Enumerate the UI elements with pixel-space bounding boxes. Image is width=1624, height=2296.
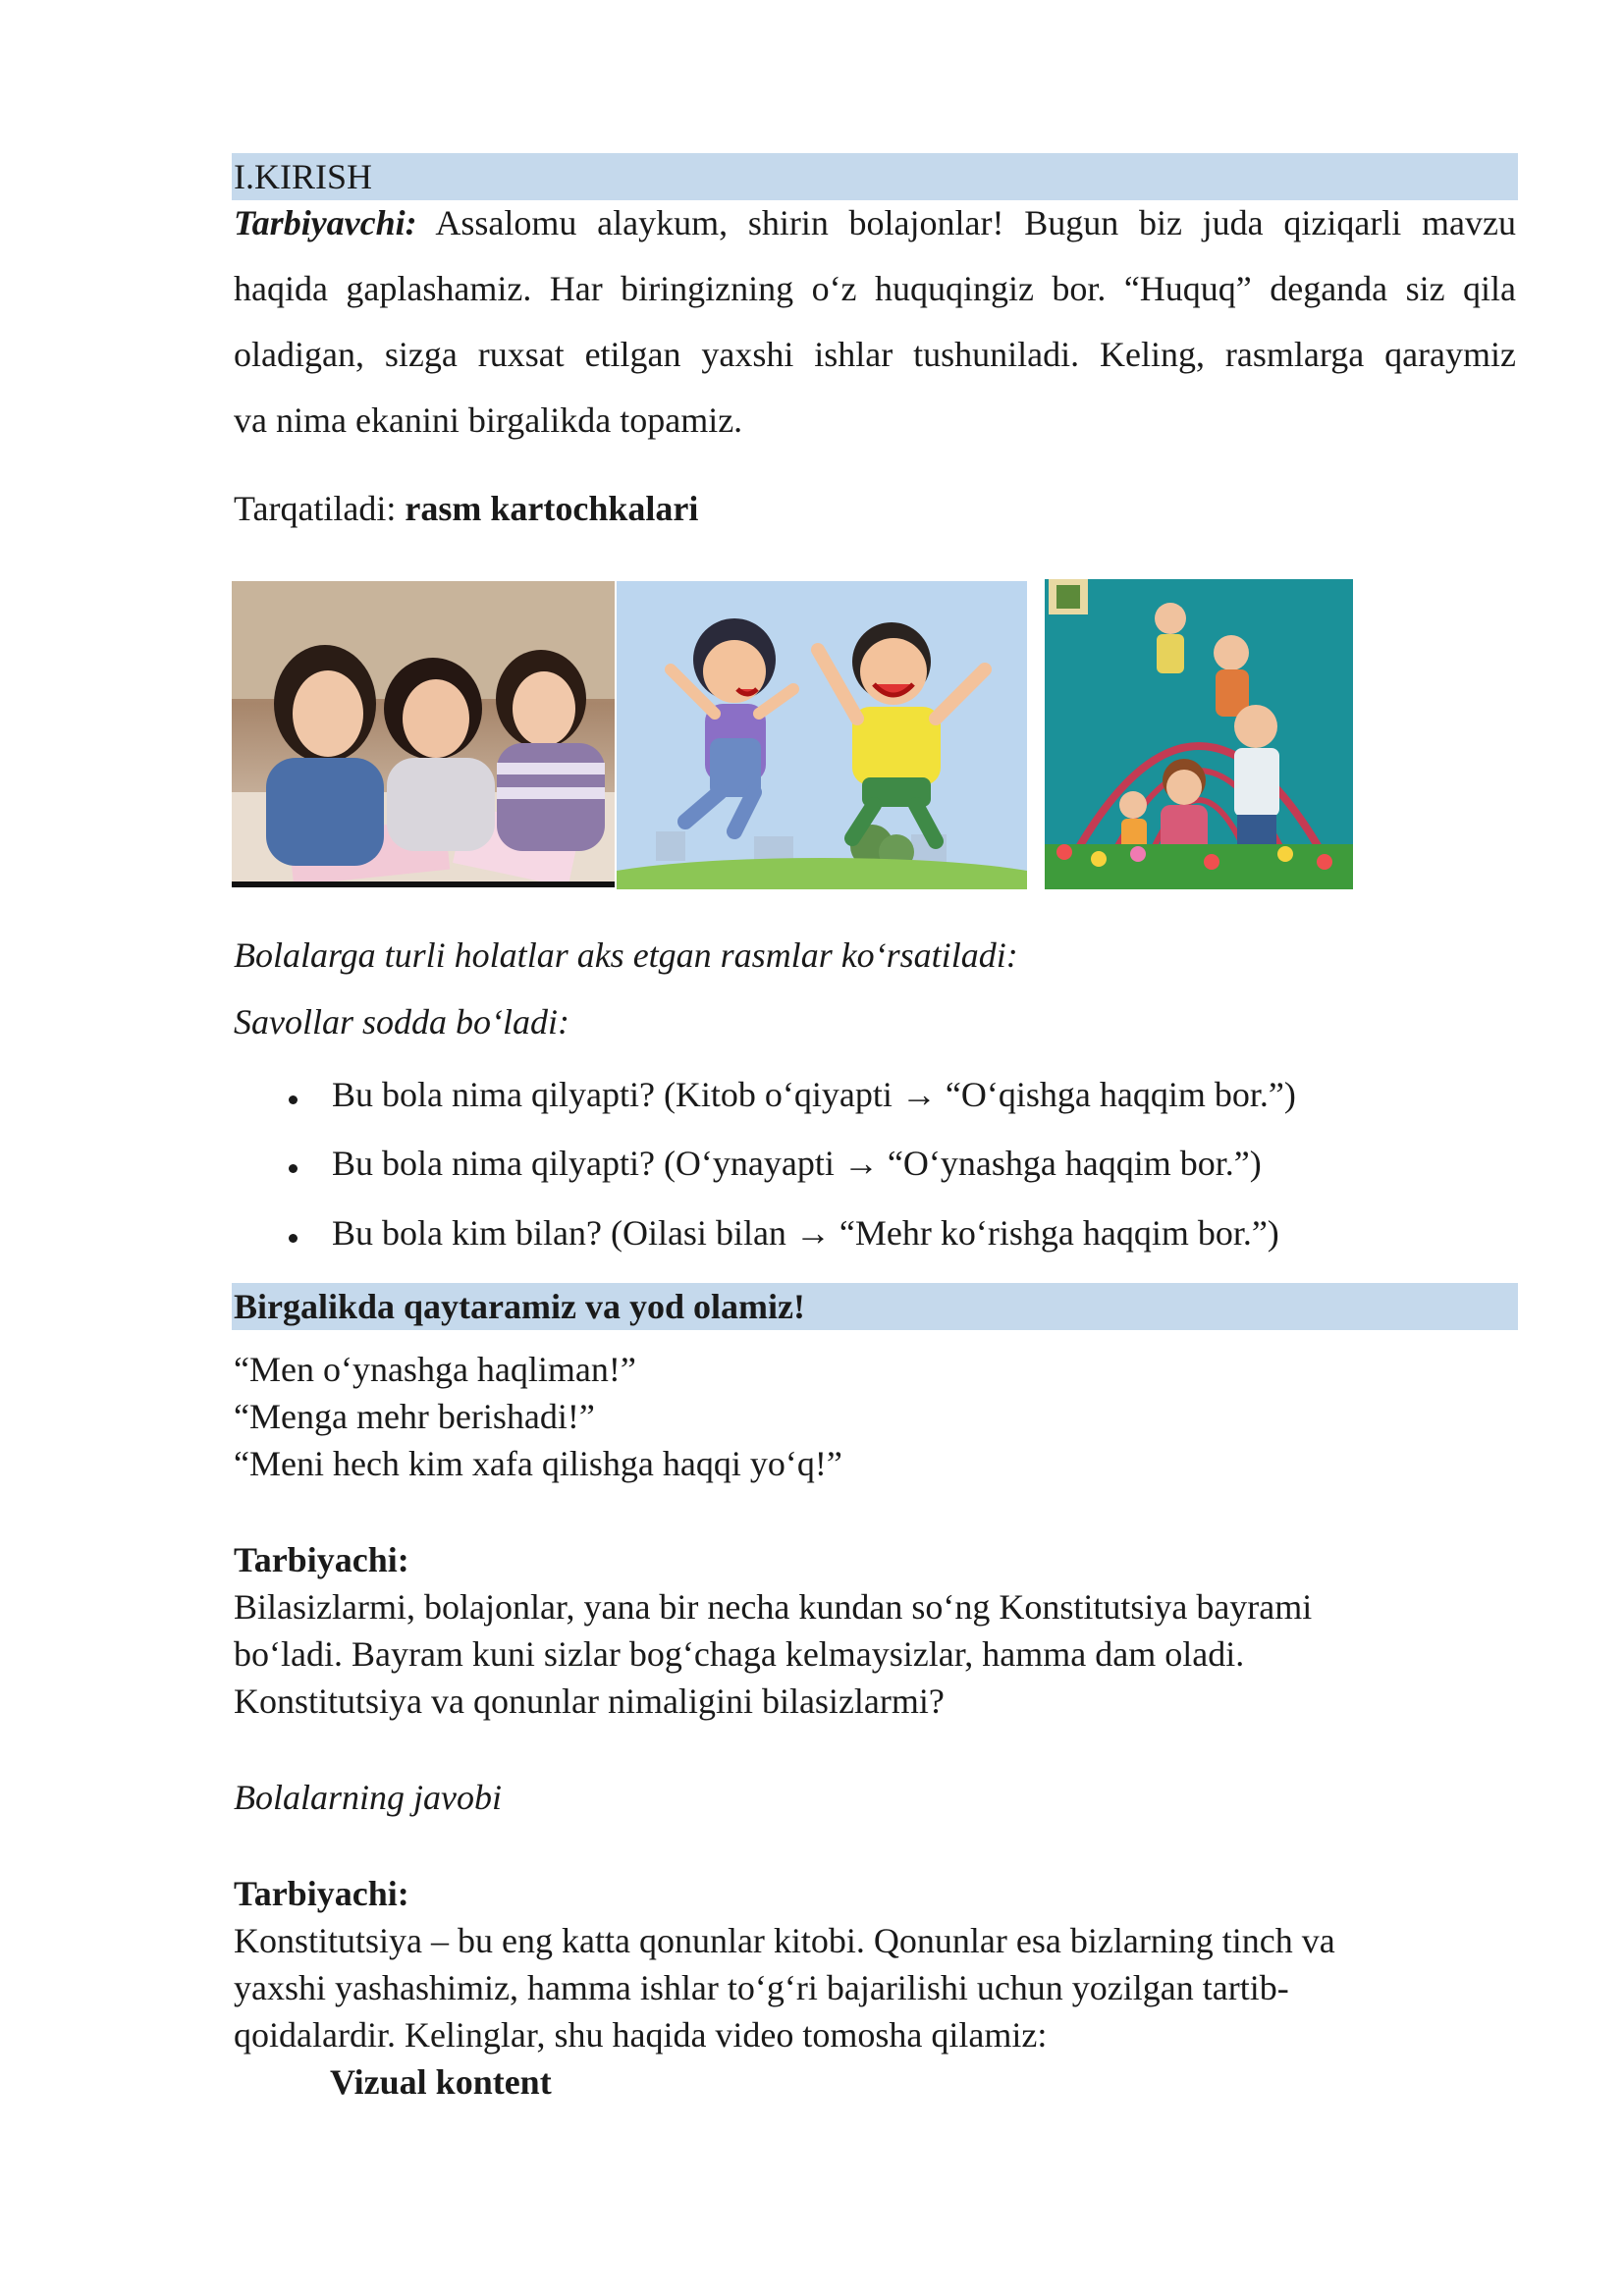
teacher1-line-2: bo‘ladi. Bayram kuni sizlar bog‘chaga kelmaysizlar, hamma dam oladi.	[234, 1634, 1245, 1674]
teacher2-line-3: qoidalardir. Kelinglar, shu haqida video tomosha qilamiz:	[234, 2015, 1048, 2055]
phrase-1: “Men o‘ynashga haqliman!”	[234, 1350, 636, 1389]
section-heading-band	[232, 153, 1518, 200]
visual-content-label: Vizual kontent	[330, 2062, 552, 2102]
instruction-line-2: Savollar sodda bo‘ladi:	[234, 1002, 569, 1041]
section-heading-2: Birgalikda qaytaramiz va yod olamiz!	[234, 1287, 805, 1326]
children-answer: Bolalarning javobi	[234, 1778, 502, 1817]
teacher1-line-3: Konstitutsiya va qonunlar nimaligini bilasizlarmi?	[234, 1682, 945, 1721]
jumping-children-illustration	[617, 581, 1027, 889]
bullet-item-1: Bu bola nima qilyapti? (Kitob o‘qiyapti → “O‘qishga haqqim bor.”)	[332, 1075, 1296, 1114]
teacher1-line-1: Bilasizlarmi, bolajonlar, yana bir necha kundan so‘ng Konstitutsiya bayrami	[234, 1587, 1313, 1627]
bullet-item-3: Bu bola kim bilan? (Oilasi bilan → “Mehr ko‘rishga haqqim bor.”)	[332, 1213, 1279, 1253]
section-heading: I.KIRISH	[234, 157, 372, 196]
intro-line-1	[234, 202, 1516, 243]
phrase-3: “Meni hech kim xafa qilishga haqqi yo‘q!”	[234, 1444, 842, 1483]
intro-line-2: haqida gaplashamiz. Har biringizning o‘z huquqingiz bor. “Huquq” deganda siz qila	[234, 269, 1516, 308]
distribute-value: rasm kartochkalari	[405, 489, 699, 528]
children-classroom-illustration	[232, 581, 615, 887]
children-classroom-photo	[232, 581, 615, 887]
teacher2-line-1: Konstitutsiya – bu eng katta qonunlar kitobi. Qonunlar esa bizlarning tinch va	[234, 1921, 1335, 1960]
teacher-label-2: Tarbiyachi:	[234, 1874, 409, 1913]
intro-line-4: va nima ekanini birgalikda topamiz.	[234, 400, 743, 440]
bullet-dot	[289, 1095, 298, 1104]
intro-line-3: oladigan, sizga ruxsat etilgan yaxshi ishlar tushuniladi. Keling, rasmlarga qaraymiz	[234, 335, 1516, 374]
jumping-children-cartoon	[617, 581, 1027, 889]
family-playground-illustration	[1045, 579, 1353, 889]
phrase-2: “Menga mehr berishadi!”	[234, 1397, 595, 1436]
family-playground-cartoon	[1045, 579, 1353, 889]
distribute-line	[234, 488, 698, 529]
teacher-label-1: Tarbiyachi:	[234, 1540, 409, 1579]
bullet-dot	[289, 1234, 298, 1243]
intro-text-1: Assalomu alaykum, shirin bolajonlar! Bugun biz juda qiziqarli mavzu	[435, 203, 1516, 242]
intro-label: Tarbiyavchi:	[234, 203, 417, 242]
teacher2-line-2: yaxshi yashashimiz, hamma ishlar to‘g‘ri bajarilishi uchun yozilgan tartib-	[234, 1968, 1289, 2007]
instruction-line-1: Bolalarga turli holatlar aks etgan rasmlar ko‘rsatiladi:	[234, 935, 1018, 975]
distribute-label: Tarqatiladi:	[234, 489, 397, 528]
bullet-item-2: Bu bola nima qilyapti? (O‘ynayapti → “O‘ynashga haqqim bor.”)	[332, 1144, 1262, 1183]
bullet-dot	[289, 1164, 298, 1173]
